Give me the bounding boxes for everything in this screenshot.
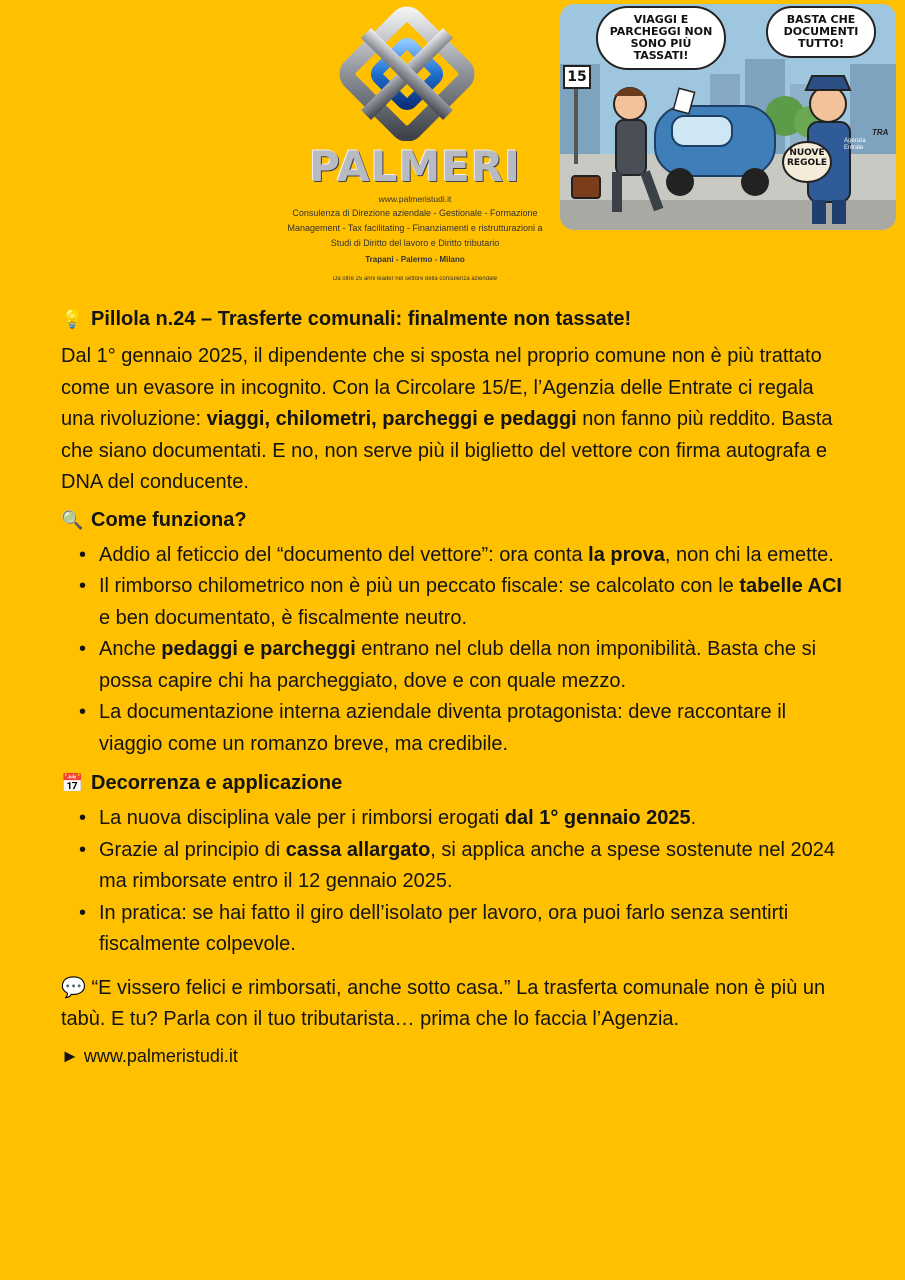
palmeri-logo-icon [332,6,482,141]
decor-heading [61,772,851,795]
intro-text-1: Dal 1° gennaio 2025, il dipendente che si sposta nel proprio comune non è più trattato come un evasore in incognito. Con la Circolare 15/E, l’Agenzia delle Entrate ci regala una rivoluzione: [61,345,822,430]
how-list [61,540,851,761]
how-b3-bold: pedaggi e parcheggi [161,638,356,660]
brand-since: Da oltre 25 anni leader nel settore della consulenza aziendale [332,276,498,282]
how-b2-text-a: Il rimborso chilometrico non è più un peccato fiscale: se calcolato con le [99,575,740,597]
logo-block [270,0,560,290]
website-link-line[interactable] [61,1046,851,1067]
how-b1-text-a: Addio al feticcio del “documento del vettore”: ora conta [99,543,589,566]
brand-cities: Trapani - Palermo - Milano [365,255,465,264]
list-item [99,803,851,835]
decor-title: Decorrenza e applicazione [91,772,343,794]
street-sign-number: 15 [567,69,587,85]
brand-tagline-2: Management - Tax facilitating - Finanziamenti e ristrutturazioni a [287,223,543,233]
website-link[interactable]: www.palmeristudi.it [83,1045,238,1066]
brand-tagline-1: Consulenza di Direzione aziendale - Gestionale - Formazione [292,208,538,218]
speech-bubble-icon: 💬 [61,976,86,999]
decor-b1-bold: dal 1° gennaio 2025 [504,807,691,829]
decor-list [61,803,851,961]
list-item [99,898,851,961]
decor-b2-text-c: , si applica anche a spese sostenute nel 2024 ma rimborsate entro il 12 gennaio 2025. [99,838,836,892]
how-b4-text: La documentazione interna aziendale diventa protagonista: deve raccontare il viaggio come un romanzo breve, ma credibile. [99,701,787,755]
intro-paragraph [61,341,851,499]
decor-b3-text: In pratica: se hai fatto il giro dell’isolato per lavoro, ora puoi farlo senza sentirti fiscalmente colpevole. [99,901,789,955]
closing-text: “E vissero felici e rimborsati, anche sotto casa.” La trasferta comunale non è più un tabù. E tu? Parla con il tuo tributarista… prima che lo faccia l’Agenzia. [61,976,826,1030]
list-item [99,540,851,572]
speech-bubble-left: VIAGGI E PARCHEGGI NON SONO PIÙ TASSATI! [596,6,726,70]
article-content [61,308,851,1067]
brand-website-small: www.palmeristudi.it [378,194,452,204]
new-rules-paper: NUOVE REGOLE [787,148,827,168]
magnifier-icon: 🔍 [61,509,84,530]
speech-bubble-right: BASTA CHE DOCUMENTI TUTTO! [766,6,876,58]
play-arrow-icon: ► [61,1045,79,1066]
how-heading [61,509,851,532]
list-item [99,697,851,760]
list-item [99,634,851,697]
intro-text-2: non fanno più reddito. Basta che siano documentati. E no, non serve più il biglietto del vettore con firma autografa e DNA del conducente. [61,408,833,493]
lightbulb-icon: 💡 [61,309,84,329]
decor-b1-text-a: La nuova disciplina vale per i rimborsi erogati [99,807,505,829]
calendar-icon: 📅 [61,773,84,793]
how-b2-text-c: e ben documentato, è fiscalmente neutro. [99,606,468,629]
how-b3-text-c: entrano nel club della non imponibilità. Basta che si possa capire chi ha parcheggiato, dove e con quale mezzo. [99,638,817,692]
how-title: Come funziona? [91,508,247,531]
list-item [99,835,851,898]
how-b1-text-c: , non chi la emette. [664,543,834,566]
officer-badge: Agenzia Entrate [844,138,866,151]
brand-tagline-3: Studi di Diritto del lavoro e Diritto tributario [330,238,500,248]
closing-paragraph [61,973,851,1036]
intro-text-bold: viaggi, chilometri, parcheggi e pedaggi [206,408,577,430]
list-item [99,571,851,634]
page-title: Pillola n.24 – Trasferte comunali: finalmente non tassate! [91,308,632,330]
decor-b2-bold: cassa allargato [285,838,431,861]
decor-b1-text-c: . [690,807,697,829]
artist-signature: TRA [872,128,889,137]
brand-name: PALMERI [309,142,521,191]
title-heading [61,308,851,331]
how-b3-text-a: Anche [99,638,162,660]
how-b1-bold: la prova [588,543,665,566]
decor-b2-text-a: Grazie al principio di [99,838,286,861]
cartoon-illustration [560,4,896,230]
how-b2-bold: tabelle ACI [739,575,842,597]
